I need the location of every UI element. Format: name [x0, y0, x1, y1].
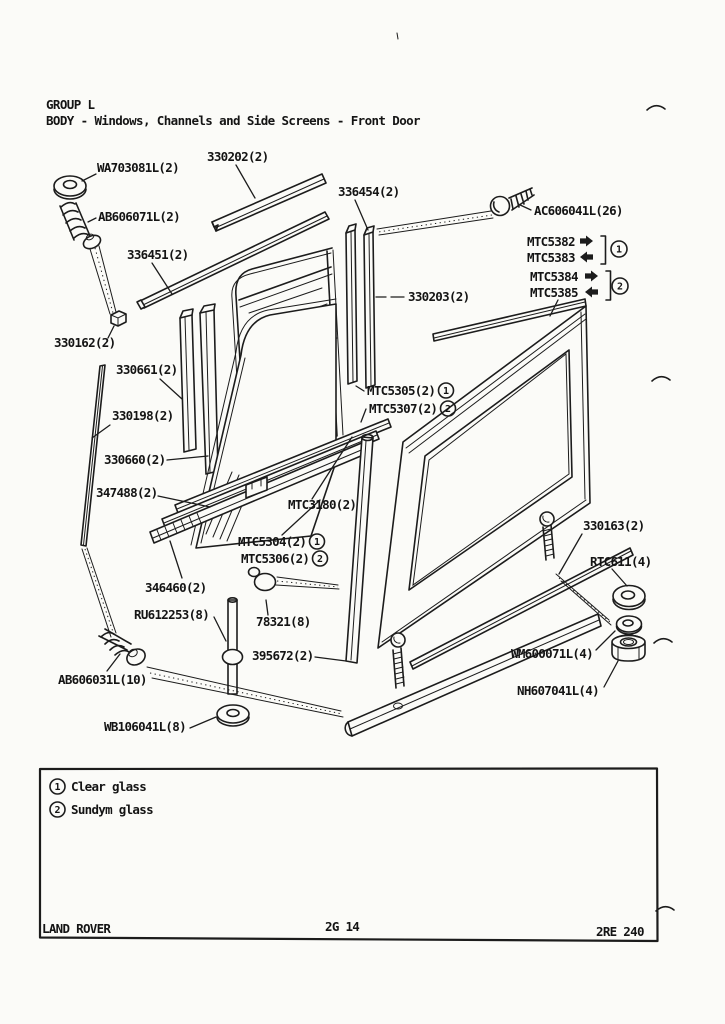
part-label-347488: 347488(2) [96, 485, 158, 500]
part-label-mtc5307: MTC5307(2) [369, 401, 438, 416]
part-label-ab606071l: AB606071L(2) [98, 209, 180, 224]
part-label-mtc5382: MTC5382 [527, 234, 575, 249]
part-label-mtc5385: MTC5385 [530, 285, 578, 300]
arrow-right-icon [585, 271, 598, 282]
part-label-mtc5305: MTC5305(2) [367, 383, 436, 398]
part-label-336451: 336451(2) [127, 247, 189, 262]
part-label-mtc5304: MTC5304(2) [238, 534, 307, 549]
part-label-330163: 330163(2) [583, 518, 645, 533]
bracket-option-2 [606, 271, 611, 300]
part-label-mtc3180: MTC3180(2) [288, 497, 357, 512]
vent-pillar [346, 435, 373, 664]
washer-screw-assembly [54, 176, 126, 326]
frame-stud-2 [391, 633, 405, 647]
part-label-330162: 330162(2) [54, 335, 116, 350]
footer-sheet-number: 2G 14 [325, 919, 360, 934]
part-label-mtc5306: MTC5306(2) [241, 551, 310, 566]
part-label-336454: 336454(2) [338, 184, 400, 199]
legend-callout-2: 2 [54, 805, 61, 816]
weatherstrip-330198 [81, 365, 116, 637]
legend-box [40, 769, 658, 942]
callout-1: 1 [442, 386, 450, 397]
arrow-left-icon [580, 252, 593, 263]
plunger-rod-assembly [217, 598, 249, 726]
callout-1: 1 [615, 244, 623, 256]
part-label-wa703081l: WA703081L(2) [97, 160, 179, 175]
plug-button [249, 568, 340, 591]
part-label-78321: 78321(8) [256, 614, 311, 629]
callout-2: 2 [444, 404, 452, 415]
part-label-330661: 330661(2) [116, 362, 178, 377]
group-heading: GROUP L [46, 97, 95, 112]
bracket-option-1 [601, 236, 606, 264]
arrow-right-icon [580, 236, 593, 247]
callout-1: 1 [313, 537, 321, 548]
self-tapping-screw [377, 188, 534, 235]
part-label-wb106041l: WB106041L(8) [104, 719, 186, 734]
part-label-nh607041l: NH607041L(4) [517, 683, 599, 698]
part-label-346460: 346460(2) [145, 580, 207, 595]
part-label-ac606041l: AC606041L(26) [534, 203, 623, 218]
part-label-330660: 330660(2) [104, 452, 166, 467]
frame-stud-1 [540, 512, 554, 526]
part-label-395672: 395672(2) [252, 648, 314, 663]
callout-2: 2 [616, 281, 624, 293]
part-label-330198: 330198(2) [112, 408, 174, 423]
legend-callout-1: 1 [54, 782, 61, 793]
part-label-ru612253: RU612253(8) [134, 607, 210, 622]
door-glass-channels [180, 304, 218, 474]
footer-brand: LAND ROVER [42, 921, 111, 936]
part-label-rtc611: RTC611(4) [590, 554, 652, 569]
footer-reference: 2RE 240 [596, 924, 644, 939]
exploded-diagram [54, 149, 651, 736]
page-title: BODY - Windows, Channels and Side Screens - Front Door [46, 113, 420, 128]
part-label-wm600071l: WM600071L(4) [511, 646, 593, 661]
legend-item-clear-glass: Clear glass [71, 779, 147, 794]
callout-2: 2 [316, 554, 324, 565]
footer [42, 919, 644, 939]
glazing-strips [346, 224, 375, 388]
part-label-mtc5384: MTC5384 [530, 269, 578, 284]
part-label-ab606031l: AB606031L(10) [58, 672, 147, 687]
legend-item-sundym-glass: Sundym glass [71, 802, 153, 817]
arrow-left-icon [585, 287, 598, 298]
part-label-330203: 330203(2) [408, 289, 470, 304]
part-label-330202: 330202(2) [207, 149, 269, 164]
part-label-mtc5383: MTC5383 [527, 250, 575, 265]
page-header [46, 97, 421, 128]
